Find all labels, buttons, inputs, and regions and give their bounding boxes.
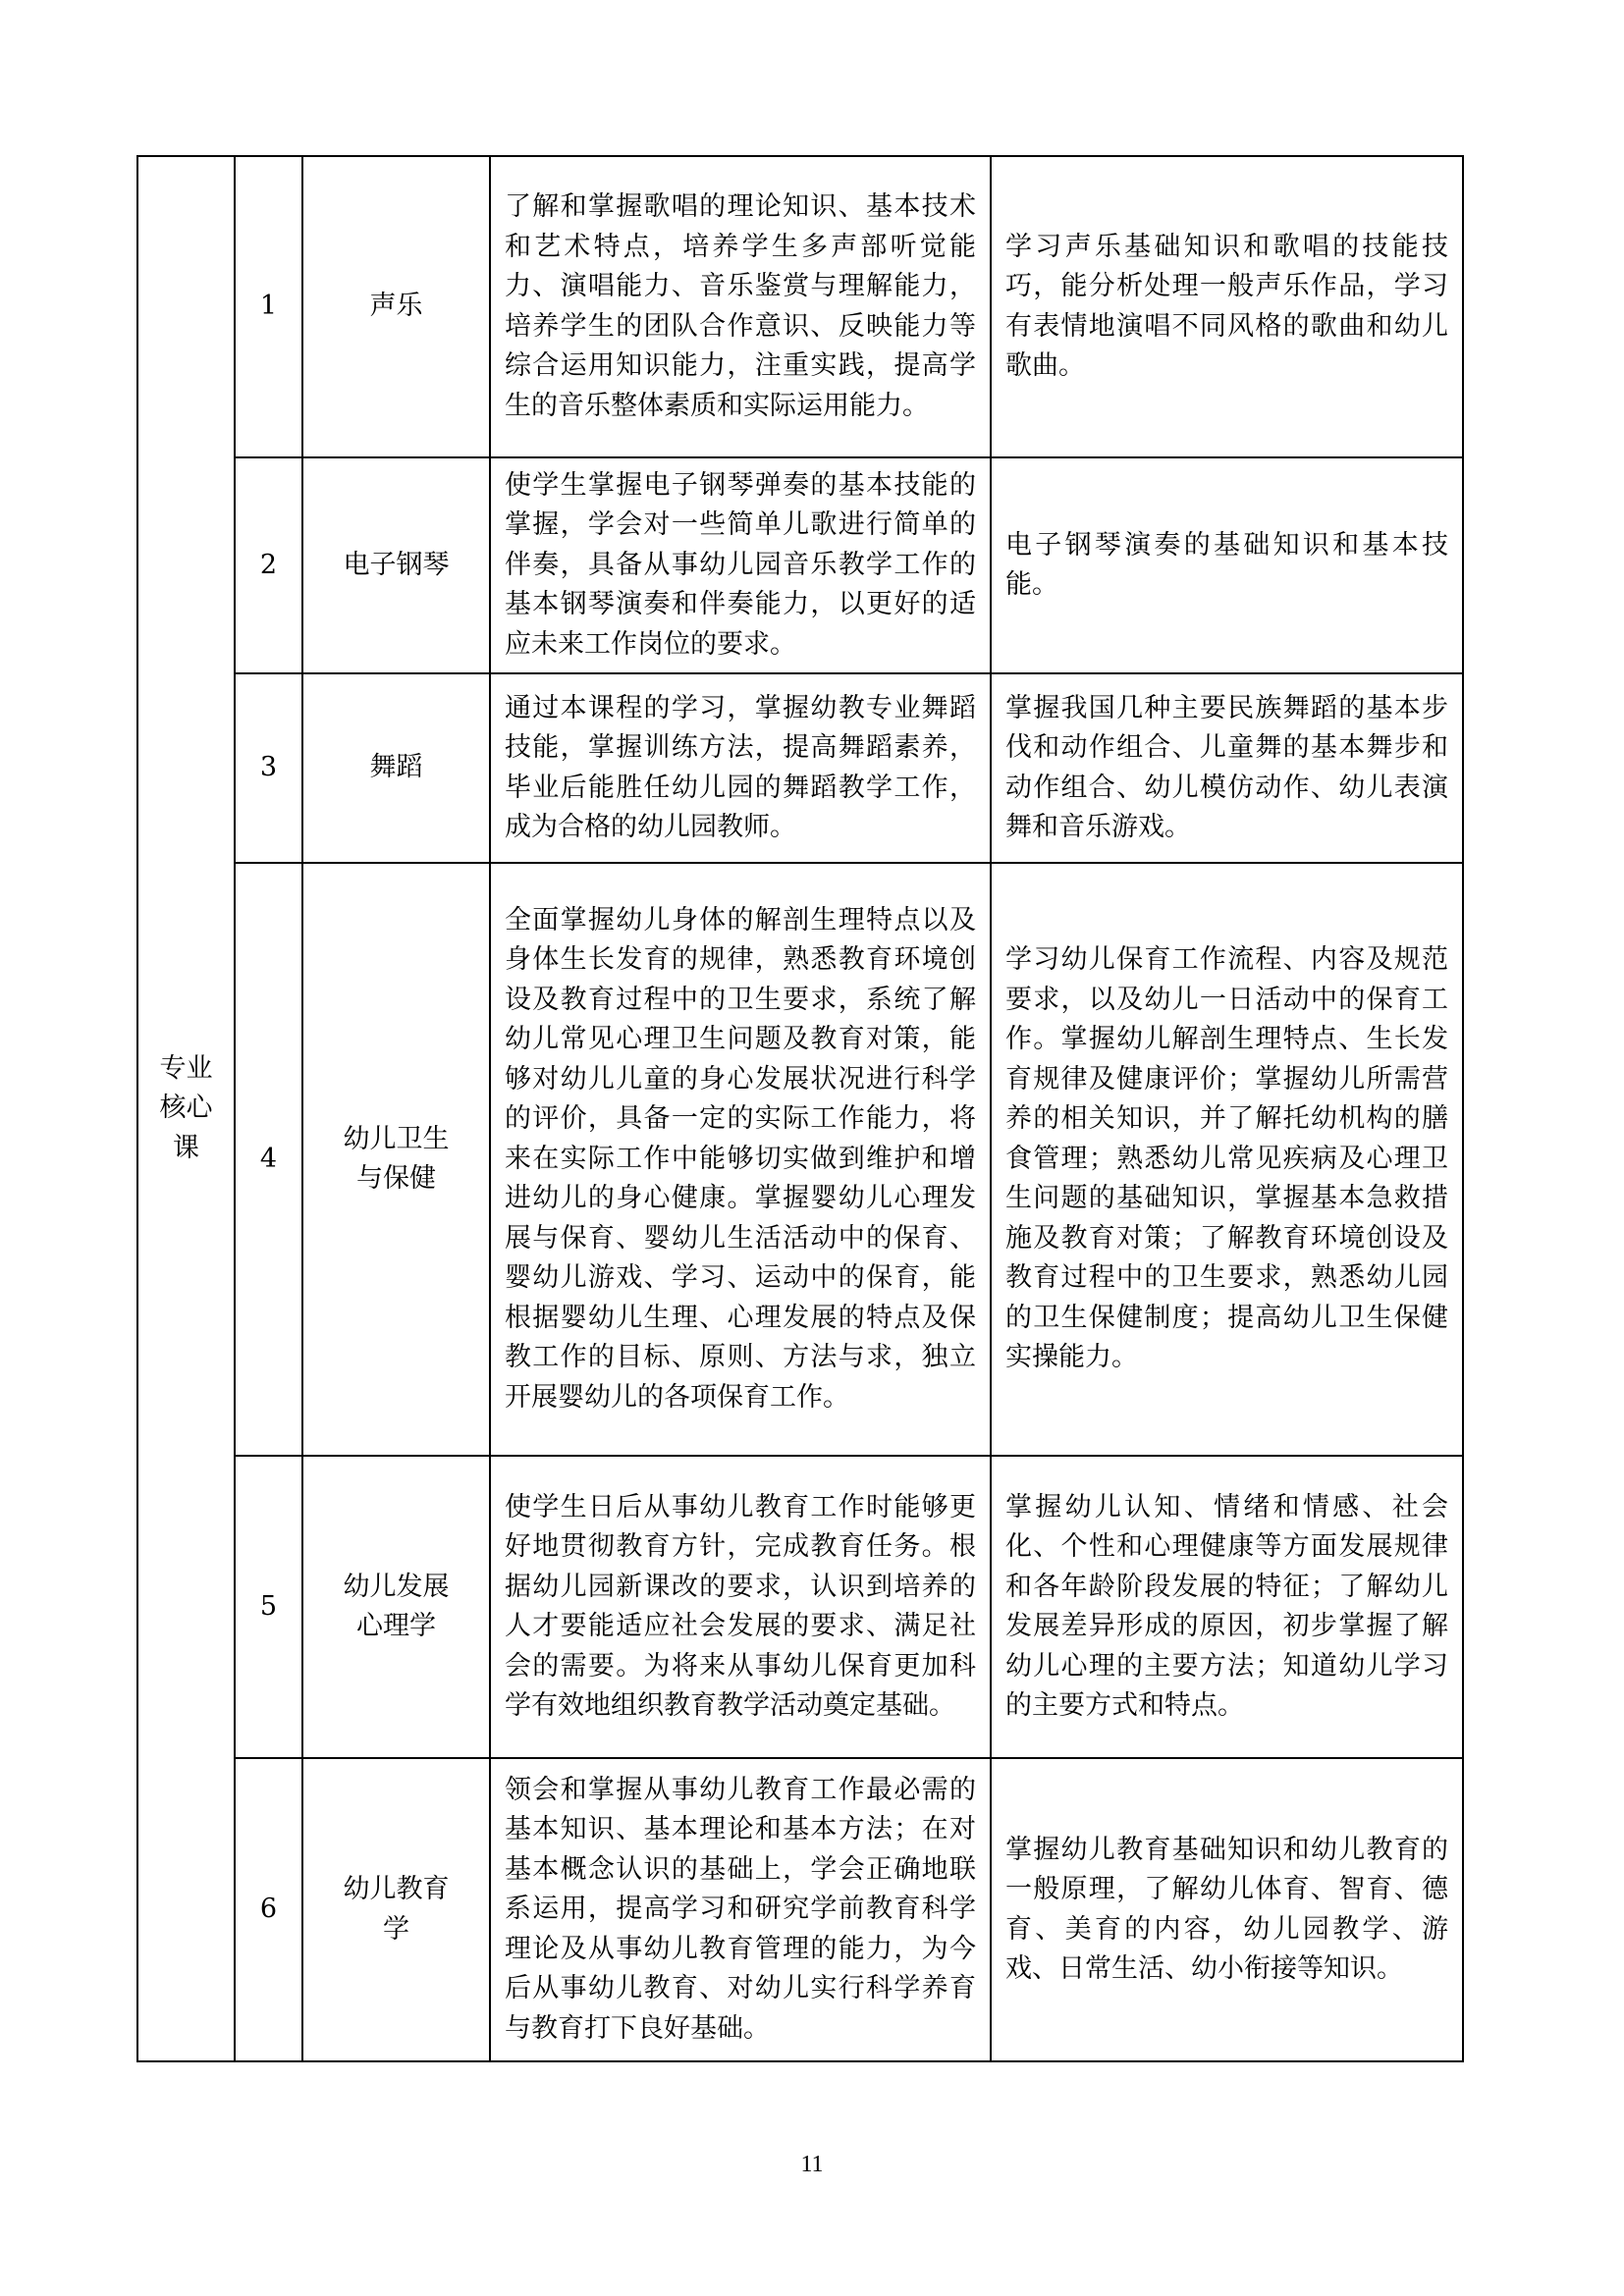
table-row xyxy=(137,1456,1463,1758)
course-goal: 使学生日后从事幼儿教育工作时能够更好地贯彻教育方针，完成教育任务。根据幼儿园新课改的要求，认识到培养的人才要能适应社会发展的要求、满足社会的需要。为将来从事幼儿保育更加科学有效地组织教育教学活动奠定基础。 xyxy=(490,1456,991,1758)
course-name-cell xyxy=(302,1456,490,1758)
course-number: 3 xyxy=(235,673,302,863)
category-label: 专业核心课 xyxy=(159,1052,213,1163)
course-content: 掌握幼儿认知、情绪和情感、社会化、个性和心理健康等方面发展规律和各年龄阶段发展的特征；了解幼儿发展差异形成的原因，初步掌握了解幼儿心理的主要方法；知道幼儿学习的主要方式和特点。 xyxy=(991,1456,1463,1758)
course-goal: 通过本课程的学习，掌握幼教专业舞蹈技能，掌握训练方法，提高舞蹈素养，毕业后能胜任幼儿园的舞蹈教学工作，成为合格的幼儿园教师。 xyxy=(490,673,991,863)
course-number: 2 xyxy=(235,457,302,673)
table-row xyxy=(137,156,1463,457)
course-content: 掌握幼儿教育基础知识和幼儿教育的一般原理，了解幼儿体育、智育、德育、美育的内容，幼儿园教学、游戏、日常生活、幼小衔接等知识。 xyxy=(991,1758,1463,2061)
course-goal: 全面掌握幼儿身体的解剖生理特点以及身体生长发育的规律，熟悉教育环境创设及教育过程中的卫生要求，系统了解幼儿常见心理卫生问题及教育对策，能够对幼儿儿童的身心发展状况进行科学的评价，具备一定的实际工作能力，将来在实际工作中能够切实做到维护和增进幼儿的身心健康。掌握婴幼儿心理发展与保育、婴幼儿生活活动中的保育、婴幼儿游戏、学习、运动中的保育，能根据婴幼儿生理、心理发展的特点及保教工作的目标、原则、方法与求，独立开展婴幼儿的各项保育工作。 xyxy=(490,863,991,1456)
course-content: 掌握我国几种主要民族舞蹈的基本步伐和动作组合、儿童舞的基本舞步和动作组合、幼儿模仿动作、幼儿表演舞和音乐游戏。 xyxy=(991,673,1463,863)
course-name: 电子钢琴 xyxy=(343,549,450,580)
page-number: 11 xyxy=(800,2152,824,2177)
course-number: 6 xyxy=(235,1758,302,2061)
course-name-cell xyxy=(302,863,490,1456)
course-goal: 使学生掌握电子钢琴弹奏的基本技能的掌握，学会对一些简单儿歌进行简单的伴奏，具备从事幼儿园音乐教学工作的基本钢琴演奏和伴奏能力，以更好的适应未来工作岗位的要求。 xyxy=(490,457,991,673)
course-content: 学习声乐基础知识和歌唱的技能技巧，能分析处理一般声乐作品，学习有表情地演唱不同风格的歌曲和幼儿歌曲。 xyxy=(991,156,1463,457)
course-name: 幼儿卫生与保健 xyxy=(343,1123,450,1194)
course-content: 电子钢琴演奏的基础知识和基本技能。 xyxy=(991,457,1463,673)
course-content: 学习幼儿保育工作流程、内容及规范要求，以及幼儿一日活动中的保育工作。掌握幼儿解剖生理特点、生长发育规律及健康评价；掌握幼儿所需营养的相关知识，并了解托幼机构的膳食管理；熟悉幼儿常见疾病及心理卫生问题的基础知识，掌握基本急救措施及教育对策；了解教育环境创设及教育过程中的卫生要求，熟悉幼儿园的卫生保健制度；提高幼儿卫生保健实操能力。 xyxy=(991,863,1463,1456)
course-name: 幼儿教育学 xyxy=(343,1874,450,1945)
course-name-cell xyxy=(302,673,490,863)
table-row xyxy=(137,1758,1463,2061)
course-name: 舞蹈 xyxy=(369,752,423,783)
category-cell xyxy=(137,156,235,2061)
course-number: 1 xyxy=(235,156,302,457)
course-number: 5 xyxy=(235,1456,302,1758)
course-name: 幼儿发展心理学 xyxy=(343,1571,450,1641)
table-row xyxy=(137,863,1463,1456)
course-name-cell xyxy=(302,1758,490,2061)
course-table xyxy=(136,155,1464,2062)
table-row xyxy=(137,673,1463,863)
course-goal: 领会和掌握从事幼儿教育工作最必需的基本知识、基本理论和基本方法；在对基本概念认识的基础上，学会正确地联系运用，提高学习和研究学前教育科学理论及从事幼儿教育管理的能力，为今后从事幼儿教育、对幼儿实行科学养育与教育打下良好基础。 xyxy=(490,1758,991,2061)
course-name-cell xyxy=(302,156,490,457)
course-number: 4 xyxy=(235,863,302,1456)
course-goal: 了解和掌握歌唱的理论知识、基本技术和艺术特点，培养学生多声部听觉能力、演唱能力、音乐鉴赏与理解能力，培养学生的团队合作意识、反映能力等综合运用知识能力，注重实践，提高学生的音乐整体素质和实际运用能力。 xyxy=(490,156,991,457)
course-name-cell xyxy=(302,457,490,673)
table-row xyxy=(137,457,1463,673)
course-name: 声乐 xyxy=(369,291,423,322)
